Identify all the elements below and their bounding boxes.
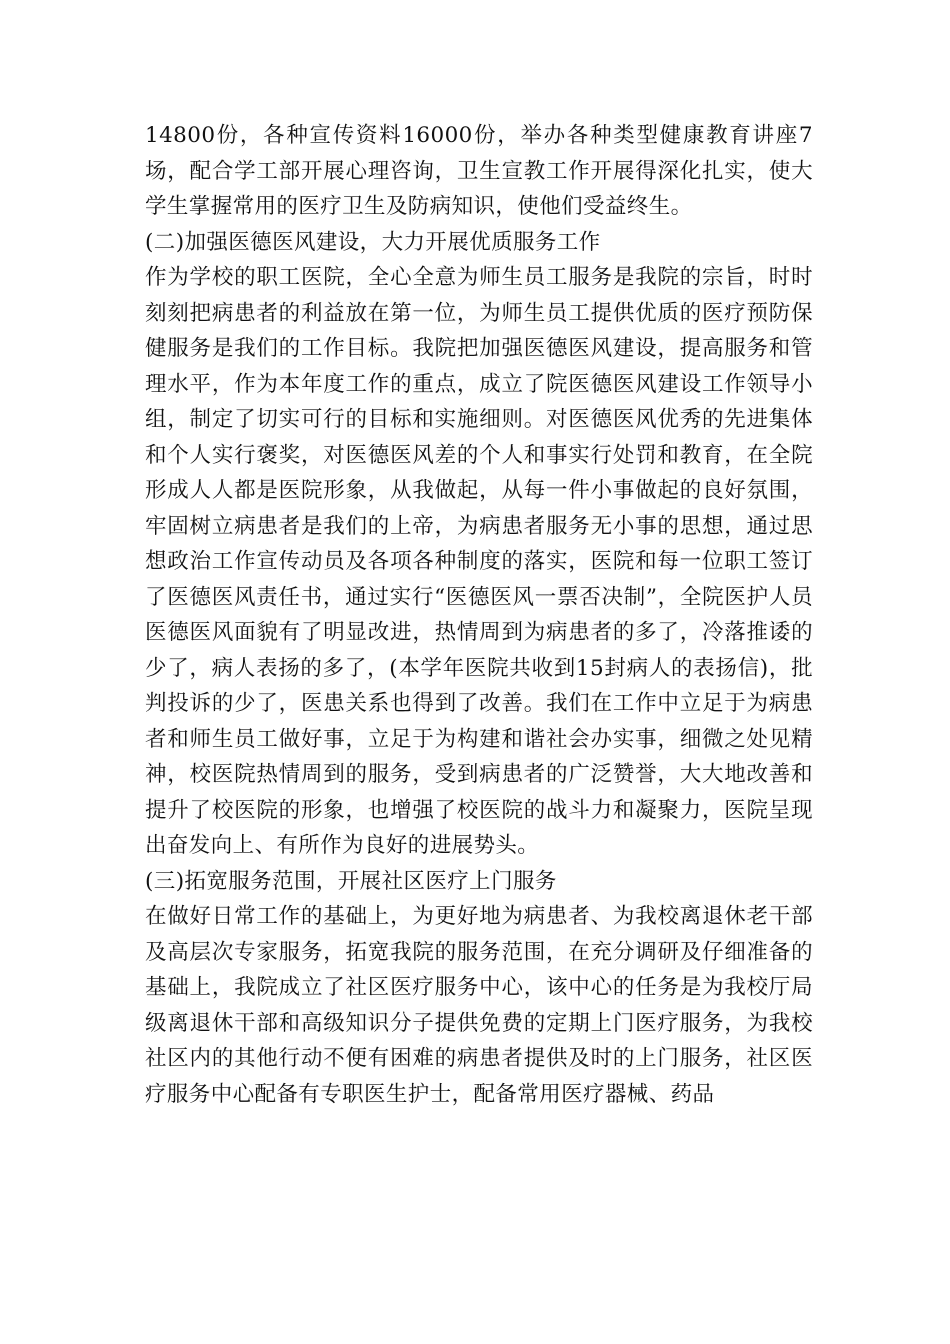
paragraph-medical-ethics: 作为学校的职工医院，全心全意为师生员工服务是我院的宗旨，时时刻刻把病患者的利益放在第一位，为师生员工提供优质的医疗预防保健服务是我们的工作目标。我院把加强医德医风建设，提高服务和管理水平，作为本年度工作的重点，成立了院医德医风建设工作领导小组，制定了切实可行的目标和实施细则。对医德医风优秀的先进集体和个人实行褒奖，对医德医风差的个人和事实行处罚和教育，在全院形成人人都是医院形象，从我做起，从每一件小事做起的良好氛围，牢固树立病患者是我们的上帝，为病患者服务无小事的思想，通过思想政治工作宣传动员及各项各种制度的落实，医院和每一位职工签订了医德医风责任书，通过实行“医德医风一票否决制”，全院医护人员医德医风面貌有了明显改进，热情周到为病患者的多了，冷落推诿的少了，病人表扬的多了，(本学年医院共收到15封病人的表扬信)，批判投诉的少了，医患关系也得到了改善。我们在工作中立足于为病患者和师生员工做好事，立足于为构建和谐社会办实事，细微之处见精神，校医院热情周到的服务，受到病患者的广泛赞誉，大大地改善和提升了校医院的形象，也增强了校医院的战斗力和凝聚力，医院呈现出奋发向上、有所作为良好的进展势头。 — [145, 265, 813, 858]
section-heading-community-service: (三)拓宽服务范围，开展社区医疗上门服务 — [145, 868, 557, 894]
document-page — [145, 118, 813, 1112]
paragraph-health-education: 14800份，各种宣传资料16000份，举办各种类型健康教育讲座7场，配合学工部开展心理咨询，卫生宣教工作开展得深化扎实，使大学生掌握常用的医疗卫生及防病知识，使他们受益终生。 — [145, 123, 813, 219]
section-heading-medical-ethics: (二)加强医德医风建设，大力开展优质服务工作 — [145, 229, 601, 255]
paragraph-community-service: 在做好日常工作的基础上，为更好地为病患者、为我校离退休老干部及高层次专家服务，拓宽我院的服务范围，在充分调研及仔细准备的基础上，我院成立了社区医疗服务中心，该中心的任务是为我校厅局级离退休干部和高级知识分子提供免费的定期上门医疗服务，为我校社区内的其他行动不便有困难的病患者提供及时的上门服务，社区医疗服务中心配备有专职医生护士，配备常用医疗器械、药品 — [145, 904, 813, 1107]
